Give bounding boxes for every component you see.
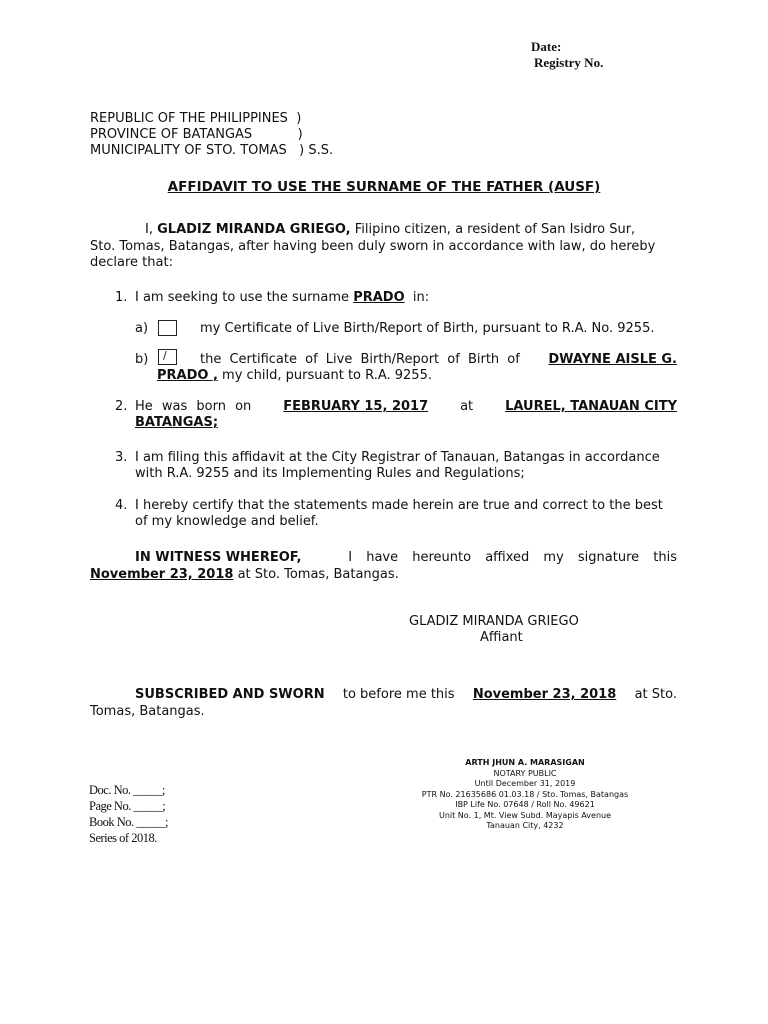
venue-line-republic: REPUBLIC OF THE PHILIPPINES ) [90, 111, 302, 126]
option-b-rest: my child, pursuant to R.A. 9255. [217, 368, 432, 383]
option-b-label: b) [135, 352, 149, 367]
option-b-checkbox[interactable] [158, 348, 177, 367]
witness-date: November 23, 2018 [90, 567, 234, 582]
child-name-part-1: DWAYNE AISLE G. [548, 352, 677, 367]
document-title: AFFIDAVIT TO USE THE SURNAME OF THE FATHER (AUSF) [167, 179, 601, 195]
intro-line-1 [145, 222, 635, 237]
item-2-number: 2. [115, 399, 128, 414]
birth-place-line-1: LAUREL, TANAUAN CITY [505, 399, 677, 414]
affiant-name-intro: GLADIZ MIRANDA GRIEGO, [157, 222, 351, 237]
docket-book-no: Book No. _____; [89, 815, 168, 829]
date-label: Date: [531, 39, 562, 54]
notary-address-2: Tanauan City, 4232 [486, 821, 564, 830]
birth-place-line-2: BATANGAS; [135, 415, 219, 430]
item-1-suffix: in: [404, 290, 430, 305]
option-a-label: a) [135, 321, 149, 336]
sworn-lead: SUBSCRIBED AND SWORN [135, 687, 325, 702]
item-1-number: 1. [115, 290, 128, 305]
sworn-text-2: at Sto. [634, 687, 677, 702]
notary-ibp-roll: IBP Life No. 07648 / Roll No. 49621 [455, 800, 595, 809]
docket-series: Series of 2018. [89, 831, 157, 845]
option-b-line-1 [200, 352, 677, 367]
item-4-line-1: I hereby certify that the statements made herein are true and correct to the best [135, 498, 663, 513]
notary-title: NOTARY PUBLIC [493, 768, 557, 778]
checkbox-empty-icon [158, 320, 177, 336]
intro-prefix: I, [145, 222, 158, 237]
item-3-line-2: with R.A. 9255 and its Implementing Rules and Regulations; [135, 466, 525, 481]
notary-ptr: PTR No. 21635686 01.03.18 / Sto. Tomas, Batangas [421, 789, 629, 799]
witness-line-2-rest: at Sto. Tomas, Batangas. [233, 567, 399, 582]
docket-page-no: Page No. _____; [89, 799, 166, 813]
child-name-part-2: PRADO , [157, 368, 218, 383]
item-3-line-1: I am filing this affidavit at the City Registrar of Tanauan, Batangas in accordance [135, 450, 660, 465]
venue-line-province: PROVINCE OF BATANGAS ) [90, 127, 303, 142]
docket-doc-no: Doc. No. _____; [89, 783, 165, 797]
intro-line-2: Sto. Tomas, Batangas, after having been duly sworn in accordance with law, do hereby [90, 239, 656, 254]
surname-prado: PRADO [353, 290, 405, 305]
venue-line-municipality: MUNICIPALITY OF STO. TOMAS ) S.S. [90, 143, 334, 158]
checkbox-checked-icon [158, 349, 177, 365]
witness-line-2 [90, 567, 399, 582]
notary-commission-until: Until December 31, 2019 [474, 779, 576, 788]
item-2-text-2: at [460, 399, 474, 414]
notary-block [405, 758, 645, 832]
sworn-line-1 [135, 687, 677, 702]
sworn-date: November 23, 2018 [472, 687, 617, 702]
witness-line-1-rest: I have hereunto affixed my signature this [348, 550, 677, 565]
check-mark-icon: / [163, 349, 167, 362]
intro-line-3: declare that: [90, 255, 173, 270]
sworn-line-2: Tomas, Batangas. [90, 704, 205, 719]
item-1-lead: I am seeking to use the surname [135, 290, 354, 305]
item-2-text-1: He was born on [135, 399, 252, 414]
registry-no-label: Registry No. [534, 55, 604, 70]
option-b-line-2 [157, 368, 432, 383]
witness-line-1 [135, 550, 677, 565]
item-3-number: 3. [115, 450, 128, 465]
option-a-text: my Certificate of Live Birth/Report of Birth, pursuant to R.A. No. 9255. [200, 321, 655, 336]
notary-name: ARTH JHUN A. MARASIGAN [465, 758, 585, 767]
affiant-label: Affiant [480, 630, 523, 645]
notary-address-1: Unit No. 1, Mt. View Subd. Mayapis Avenue [438, 810, 612, 820]
intro-line-1-rest: Filipino citizen, a resident of San Isidro Sur, [350, 222, 636, 237]
witness-lead: IN WITNESS WHEREOF, [135, 550, 302, 565]
item-2-line-1 [135, 399, 677, 414]
item-4-line-2: of my knowledge and belief. [135, 514, 319, 529]
sworn-text-1: to before me this [342, 687, 455, 702]
item-4-number: 4. [115, 498, 128, 513]
option-a-checkbox[interactable] [158, 319, 177, 338]
affiant-name: GLADIZ MIRANDA GRIEGO [409, 614, 579, 629]
option-b-text: the Certificate of Live Birth/Report of Birth of [200, 352, 520, 367]
item-1-text [135, 290, 429, 305]
birth-date: FEBRUARY 15, 2017 [283, 399, 429, 414]
